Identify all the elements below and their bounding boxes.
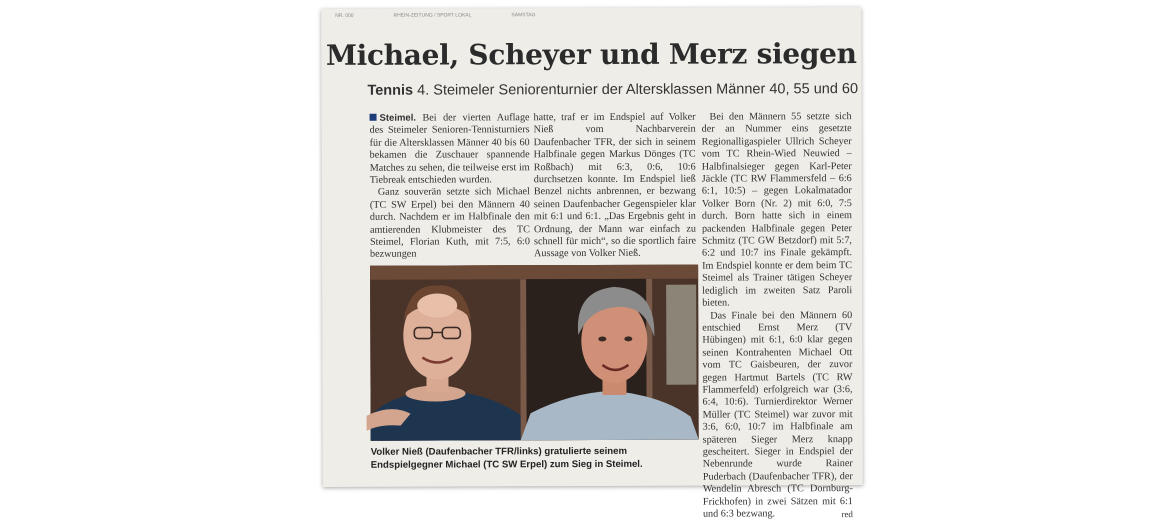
- photo-illustration: [370, 265, 699, 441]
- paragraph-text: Bei der vierten Auflage des Steimeler Senioren-Tennisturniers für die Altersklassen Männer 40 bis 60 bekamen die Zuschauer spannende Matches zu sehen, die teilweise erst im Tiebreak entschieden wurden.: [370, 112, 530, 186]
- location-label: Steimel.: [380, 113, 416, 124]
- article-photo: [370, 265, 699, 441]
- subheadline: [367, 81, 858, 99]
- masthead-item: SAMSTAG: [511, 12, 535, 22]
- location-bullet-icon: [370, 114, 377, 121]
- article-column-3: [702, 111, 853, 521]
- paragraph: Ganz souverän setzte sich Michael (TC SW Erpel) bei den Männern 40 durch. Nachdem er im Halbfinale den amtierenden Klubmeister des TC Steimel, Florian Kuth, mit 7:5, 6:0 bezwungen: [370, 187, 530, 262]
- author-signature: red: [833, 508, 853, 520]
- subhead-kicker: Tennis: [367, 83, 413, 99]
- newspaper-clipping: [321, 7, 863, 487]
- photo-caption: Volker Nieß (Daufenbacher TFR/links) gratulierte seinem Endspielgegner Michael (TC SW Erpel) zum Sieg in Steimel.: [371, 446, 701, 472]
- masthead-item: RHEIN-ZEITUNG / SPORT LOKAL: [394, 12, 472, 22]
- article-column-1: [370, 112, 531, 261]
- paragraph: [702, 310, 853, 521]
- headline: Michael, Scheyer und Merz siegen: [321, 37, 861, 72]
- subhead-text: 4. Steimeler Seniorenturnier der Altersklassen Männer 40, 55 und 60: [413, 81, 858, 99]
- article-column-2: [534, 112, 697, 261]
- paragraph: hatte, traf er im Endspiel auf Volker Nieß vom Nachbarverein Daufenbacher TFR, der sich in seinem Halbfinale gegen Markus Dönges (TC Roßbach) mit 6:3, 0:6, 10:6 durchsetzen konnte. Im Endspiel ließ Benzel nichts anbrennen, er bezwang seinen Daufenbacher Gegenspieler klar mit 6:1 und 6:1. „Das Ergebnis geht in Ordnung, der Mann war einfach zu schnell für mich“, so die sportlich faire Aussage von Volker Nieß.: [534, 112, 697, 261]
- paragraph-text: Das Finale bei den Männern 60 entschied Ernst Merz (TV Hübingen) mit 6:1, 6:0 klar gegen seinen Kontrahenten Michael Ott vom TC Gaisbeuren, der zuvor gegen Hartmut Bartels (TC RW Flammerfeld) erfolgreich war (3:6, 6:4, 10:6). Turnierdirektor Werner Müller (TC Steimel) war zuvor mit 3:6, 6:0, 10:7 im Halbfinale am späteren Sieger Merz knapp gescheitert. Sieger in Endspiel der Nebenrunde wurde Rainer Puderbach (Daufenbacher TFR), der Wendelin Abresch (TC Dornburg-Frickhofen) in zwei Sätzen mit 6:1 und 6:3 bezwang.: [702, 310, 853, 520]
- paragraph: [370, 112, 530, 187]
- paragraph: Bei den Männern 55 setzte sich der an Nummer eins gesetzte Regionalligaspieler Ullrich Scheyer vom TC Rhein-Wied Neuwied – Halbfinalsieger gegen Karl-Peter Jäckle (TC RW Flammersfeld – 6:6 6:1, 10:5) – gegen Lokalmatador Volker Born (Nr. 2) mit 6:0, 7:5 durch. Born hatte sich in einem packenden Halbfinale gegen Peter Schmitz (TC GW Betzdorf) mit 5:7, 6:2 und 10:7 ins Finale gekämpft. Im Endspiel konnte er dem beim TC Steimel als Trainer tätigen Scheyer lediglich im zweiten Satz Paroli bieten.: [702, 111, 853, 310]
- masthead: [335, 11, 835, 23]
- masthead-item: NR. 000: [335, 13, 353, 23]
